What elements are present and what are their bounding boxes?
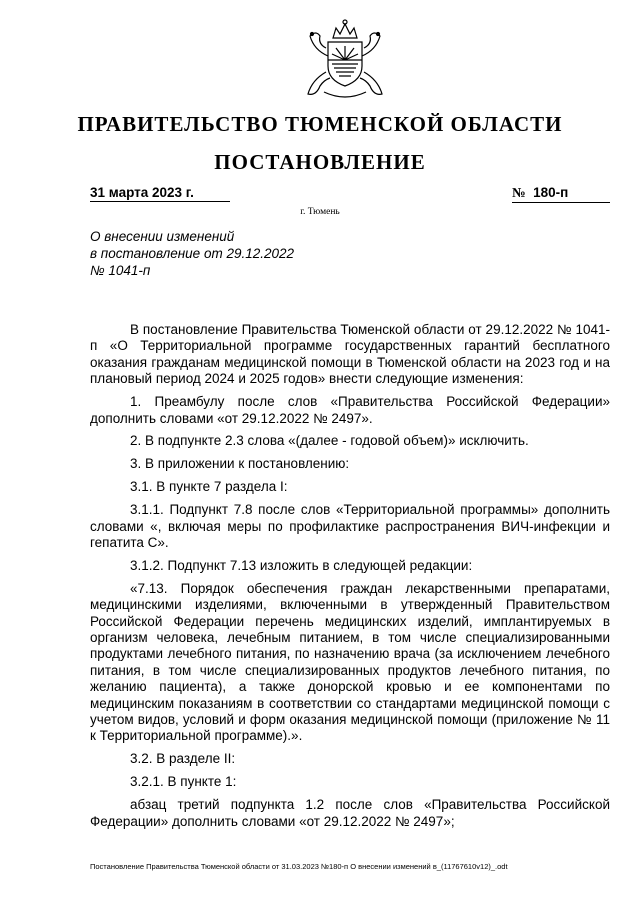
subject-line: № 1041-п	[90, 263, 151, 278]
tyumen-coat-of-arms-icon	[290, 16, 400, 104]
decree-number	[512, 185, 610, 203]
decree-date: 31 марта 2023 г.	[90, 185, 230, 202]
number-value: 180-п	[533, 185, 569, 200]
body-paragraph: 3.1.2. Подпункт 7.13 изложить в следующей редакции:	[130, 557, 473, 573]
body-paragraph: 3.2.1. В пункте 1:	[130, 774, 237, 790]
body-paragraph: 3.2. В разделе II:	[130, 751, 236, 767]
body-paragraph: 3.1. В пункте 7 раздела I:	[130, 479, 288, 495]
body-paragraph: абзац третий подпункта 1.2 после слов «Правительства Российской Федерации» дополнить словами «от 29.12.2022 № 2497»;	[90, 797, 610, 829]
subject-line: О внесении изменений	[90, 229, 235, 244]
file-footer: Постановление Правительства Тюменской области от 31.03.2023 №180-п О внесении изменений в_(11767610v12)_.odt	[90, 862, 508, 871]
body-paragraph: «7.13. Порядок обеспечения граждан лекарственными препаратами, медицинскими изделиями, включенными в утвержденный Правительством Российской Федерации перечень медицинских изделий, имплантируемых в организм человека, лечебным питанием, в том числе специализированными продуктами лечебного питания, по назначению врача (за исключением лечебного питания, в том числе специализированных продуктов лечебного питания, по желанию пациента), а также донорской кровью и ее компонентами по медицинским показаниям в соответствии со стандартами медицинской помощи с учетом видов, условий и форм оказания медицинской помощи (приложение № 11 к Территориальной программе).».	[90, 580, 610, 744]
body-paragraph: 2. В подпункте 2.3 слова «(далее - годовой объем)» исключить.	[130, 433, 529, 449]
number-sign: №	[512, 185, 526, 200]
decree-subject	[90, 228, 294, 279]
subject-line: в постановление от 29.12.2022	[90, 246, 295, 261]
body-paragraph: 3.1.1. Подпункт 7.8 после слов «Территориальной программы» дополнить словами «, включая меры по профилактике распространения ВИЧ-инфекции и гепатита С».	[90, 502, 610, 550]
city-label: г. Тюмень	[300, 207, 340, 217]
government-title: ПРАВИТЕЛЬСТВО ТЮМЕНСКОЙ ОБЛАСТИ	[77, 112, 563, 136]
document-type-title: ПОСТАНОВЛЕНИЕ	[214, 150, 426, 174]
decree-body	[90, 322, 610, 836]
body-paragraph: 3. В приложении к постановлению:	[130, 456, 350, 472]
body-paragraph: 1. Преамбулу после слов «Правительства Российской Федерации» дополнить словами «от 29.12.2022 № 2497».	[90, 394, 610, 426]
body-paragraph: В постановление Правительства Тюменской области от 29.12.2022 № 1041-п «О Территориальной программе государственных гарантий бесплатного оказания гражданам медицинской помощи в Тюменской области на 2023 год и на плановый период 2024 и 2025 годов» внести следующие изменения:	[90, 322, 610, 387]
